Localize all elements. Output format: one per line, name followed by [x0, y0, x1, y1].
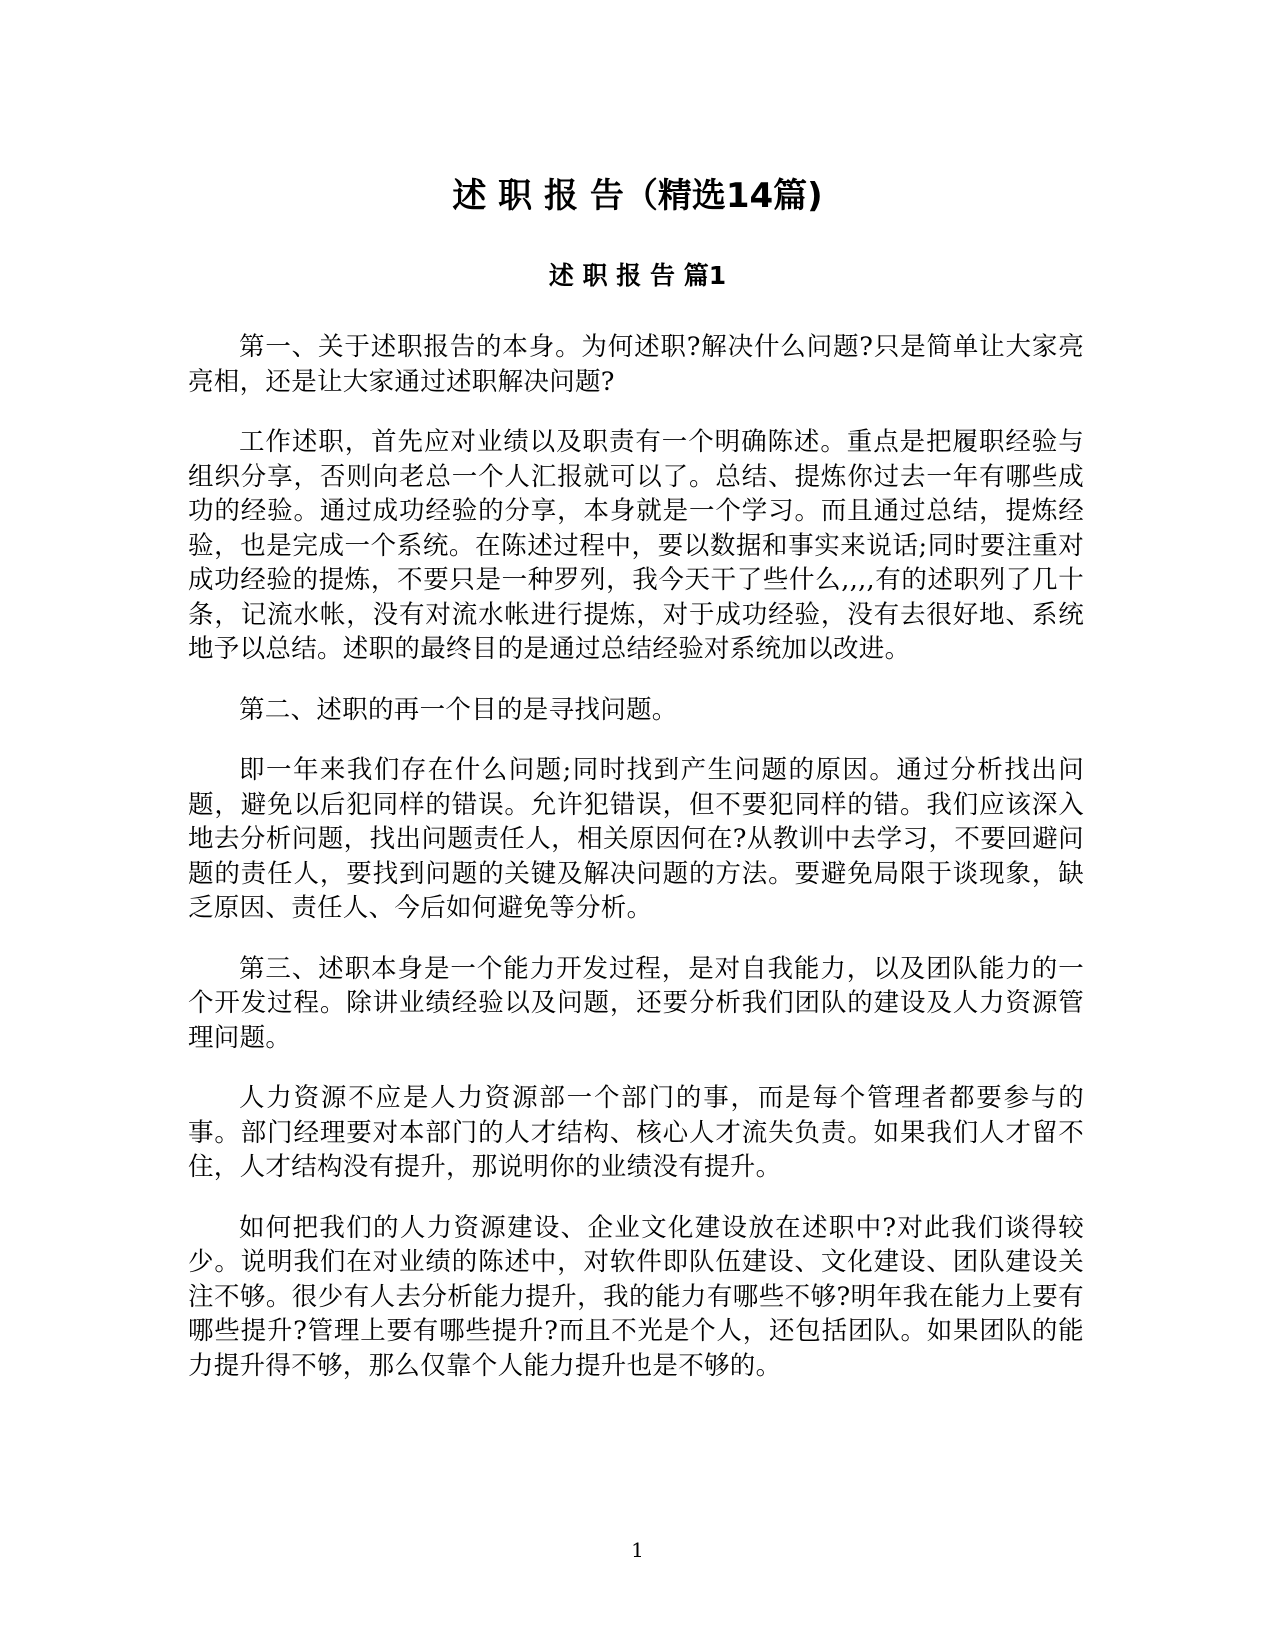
paragraph-3: 第二、述职的再一个目的是寻找问题。	[239, 694, 678, 725]
paragraph-7: 如何把我们的人力资源建设、企业文化建设放在述职中?对此我们谈得较少。说明我们在对业绩的陈述中，对软件即队伍建设、文化建设、团队建设关注不够。很少有人去分析能力提升，我的能力有哪些不够?明年我在能力上要有哪些提升?管理上要有哪些提升?而且不光是个人，还包括团队。如果团队的能力提升得不够，那么仅靠个人能力提升也是不够的。	[188, 1212, 1084, 1381]
section-heading: 述 职 报 告 篇1	[548, 261, 727, 290]
paragraph-6: 人力资源不应是人力资源部一个部门的事，而是每个管理者都要参与的事。部门经理要对本部门的人才结构、核心人才流失负责。如果我们人才留不住，人才结构没有提升，那说明你的业绩没有提升。	[188, 1083, 1084, 1182]
paragraph-2: 工作述职，首先应对业绩以及职责有一个明确陈述。重点是把履职经验与组织分享，否则向老总一个人汇报就可以了。总结、提炼你过去一年有哪些成功的经验。通过成功经验的分享，本身就是一个学习。而且通过总结，提炼经验，也是完成一个系统。在陈述过程中，要以数据和事实来说话;同时要注重对成功经验的提炼，不要只是一种罗列，我今天干了些什么,,,,有的述职列了几十条，记流水帐，没有对流水帐进行提炼，对于成功经验，没有去很好地、系统地予以总结。述职的最终目的是通过总结经验对系统加以改进。	[188, 427, 1084, 664]
paragraph-1: 第一、关于述职报告的本身。为何述职?解决什么问题?只是简单让大家亮亮相，还是让大家通过述职解决问题?	[188, 332, 1084, 397]
page-number: 1	[631, 1538, 644, 1562]
paragraph-5: 第三、述职本身是一个能力开发过程，是对自我能力，以及团队能力的一个开发过程。除讲业绩经验以及问题，还要分析我们团队的建设及人力资源管理问题。	[188, 953, 1084, 1053]
document-title: 述 职 报 告（精选14篇)	[452, 176, 823, 216]
paragraph-4: 即一年来我们存在什么问题;同时找到产生问题的原因。通过分析找出问题，避免以后犯同样的错误。允许犯错误，但不要犯同样的错。我们应该深入地去分析问题，找出问题责任人，相关原因何在?从教训中去学习，不要回避问题的责任人，要找到问题的关键及解决问题的方法。要避免局限于谈现象，缺乏原因、责任人、今后如何避免等分析。	[188, 755, 1084, 923]
document-body	[188, 330, 1084, 1409]
